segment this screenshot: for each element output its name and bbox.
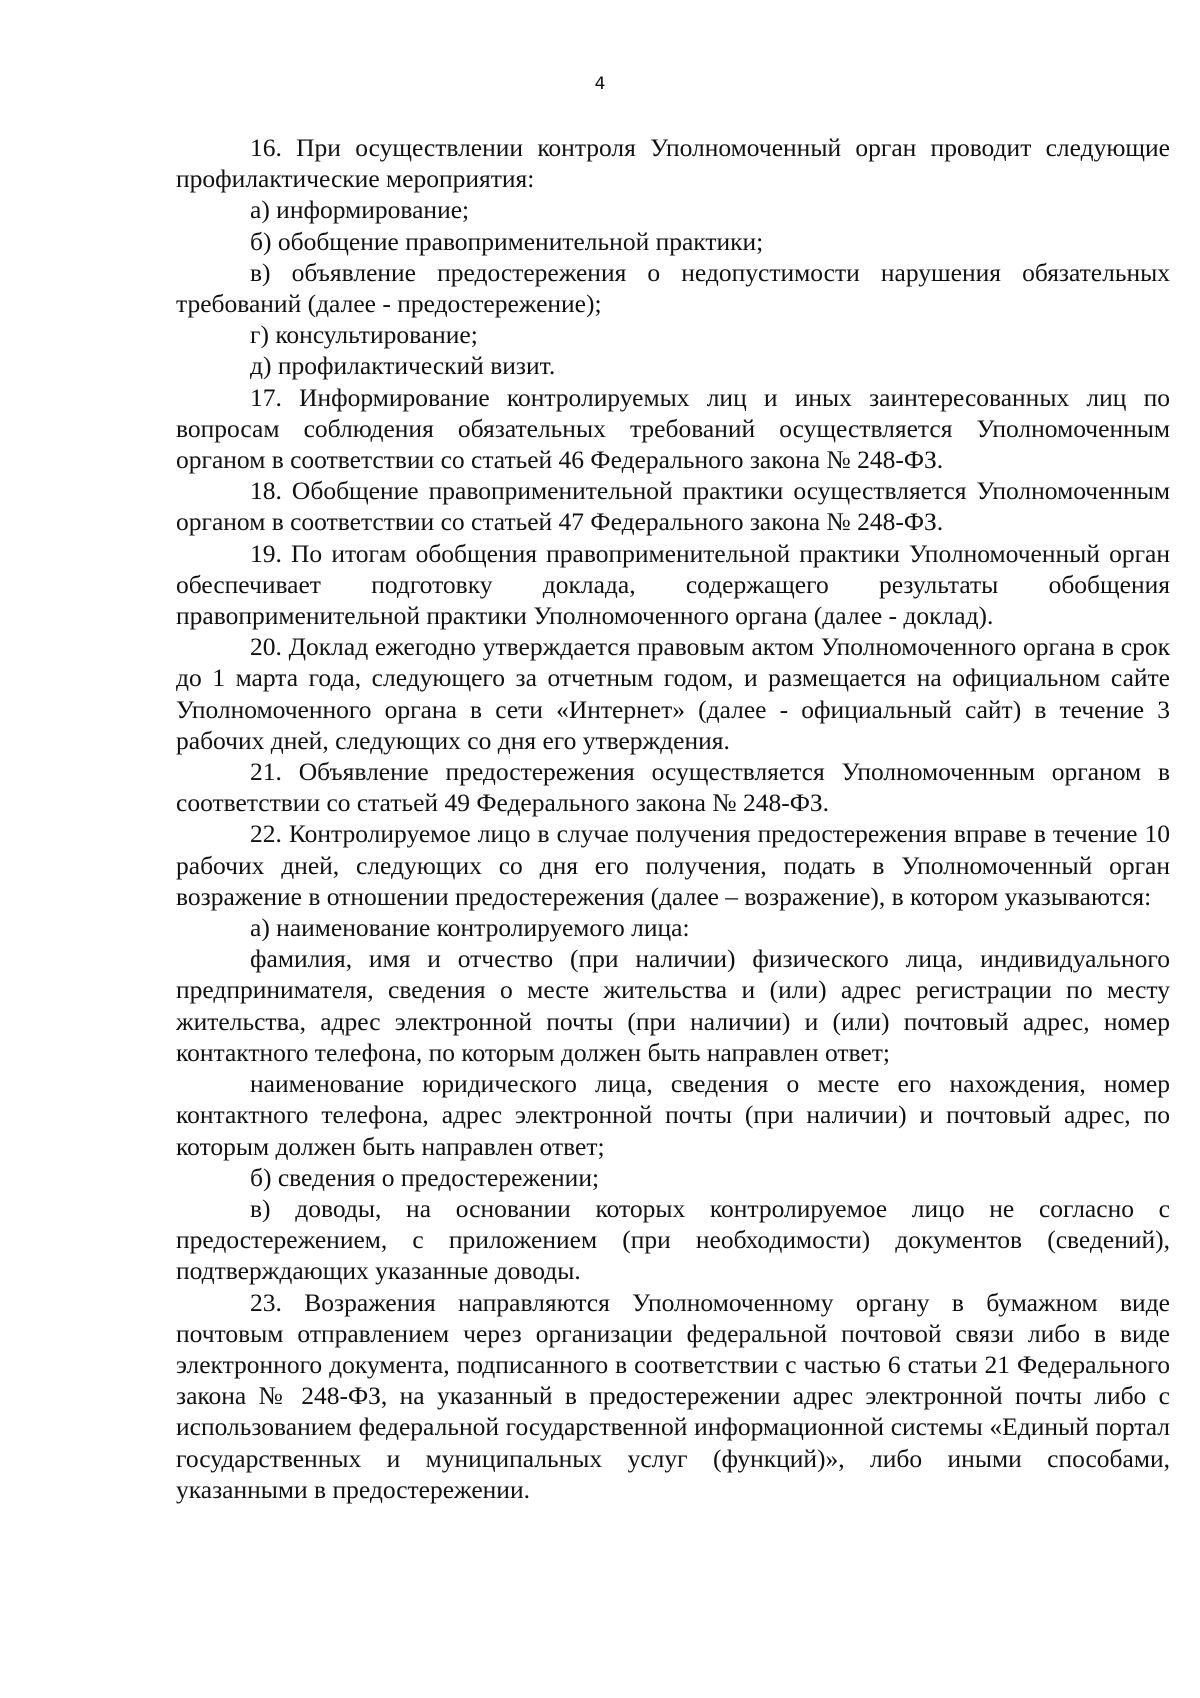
paragraph-16: 16. При осуществлении контроля Уполномоченный орган проводит следующие профилактические мероприятия: [176,133,1170,194]
paragraph-22-legal-entity-details: наименование юридического лица, сведения о месте его нахождения, номер контактного телефона, адрес электронной почты (при наличии) и почтовый адрес, по которым должен быть направлен ответ; [176,1069,1170,1161]
paragraph-17: 17. Информирование контролируемых лиц и иных заинтересованных лиц по вопросам соблюдения обязательных требований осуществляется Уполномоченным органом в соответствии со статьей 46 Федерального закона № 248-ФЗ. [176,382,1170,475]
paragraph-22-individual-details: фамилия, имя и отчество (при наличии) физического лица, индивидуального предпринимателя, сведения о месте жительства и (или) адрес регистрации по месту жительства, адрес электронной почты (при наличии) и (или) почтовый адрес, номер контактного телефона, по которым должен быть направлен ответ; [176,944,1170,1067]
paragraph-20: 20. Доклад ежегодно утверждается правовым актом Уполномоченного органа в срок до 1 марта года, следующего за отчетным годом, и размещается на официальном сайте Уполномоченного органа в сети «Интернет» (далее - официальный сайт) в течение 3 рабочих дней, следующих со дня его утверждения. [176,632,1170,755]
paragraph-16-item-g: г) консультирование; [250,320,478,350]
paragraph-21: 21. Объявление предостережения осуществляется Уполномоченным органом в соответствии со статьей 49 Федерального закона № 248-ФЗ. [176,757,1170,818]
paragraph-22-item-a: а) наименование контролируемого лица: [250,913,690,943]
paragraph-16-item-d: д) профилактический визит. [250,351,556,381]
page-number: 4 [594,74,606,94]
paragraph-18: 18. Обобщение правоприменительной практики осуществляется Уполномоченным органом в соответствии со статьей 47 Федерального закона № 248-ФЗ. [176,476,1170,537]
paragraph-16-item-a: а) информирование; [250,195,470,225]
paragraph-16-item-b: б) обобщение правоприменительной практики; [250,226,764,256]
paragraph-16-item-v: в) объявление предостережения о недопустимости нарушения обязательных требований (далее - предостережение); [176,257,1170,319]
paragraph-23: 23. Возражения направляются Уполномоченному органу в бумажном виде почтовым отправлением через организации федеральной почтовой связи либо в виде электронного документа, подписанного в соответствии с частью 6 статьи 21 Федерального закона № 248-ФЗ, на указанный в предостережении адрес электронной почты либо с использованием федеральной государственной информационной системы «Единый портал государственных и муниципальных услуг (функций)», либо иными способами, указанными в предостережении. [176,1287,1170,1504]
document-body [176,132,1170,1505]
paragraph-22-item-b: б) сведения о предостережении; [250,1162,600,1192]
paragraph-19: 19. По итогам обобщения правоприменительной практики Уполномоченный орган обеспечивает подготовку доклада, содержащего результаты обобщения правоприменительной практики Уполномоченного органа (далее - доклад). [176,538,1170,631]
paragraph-22: 22. Контролируемое лицо в случае получения предостережения вправе в течение 10 рабочих дней, следующих со дня его получения, подать в Уполномоченный орган возражение в отношении предостережения (далее – возражение), в котором указываются: [176,819,1170,911]
paragraph-22-item-v: в) доводы, на основании которых контролируемое лицо не согласно с предостережением, с приложением (при необходимости) документов (сведений), подтверждающих указанные доводы. [176,1193,1170,1286]
